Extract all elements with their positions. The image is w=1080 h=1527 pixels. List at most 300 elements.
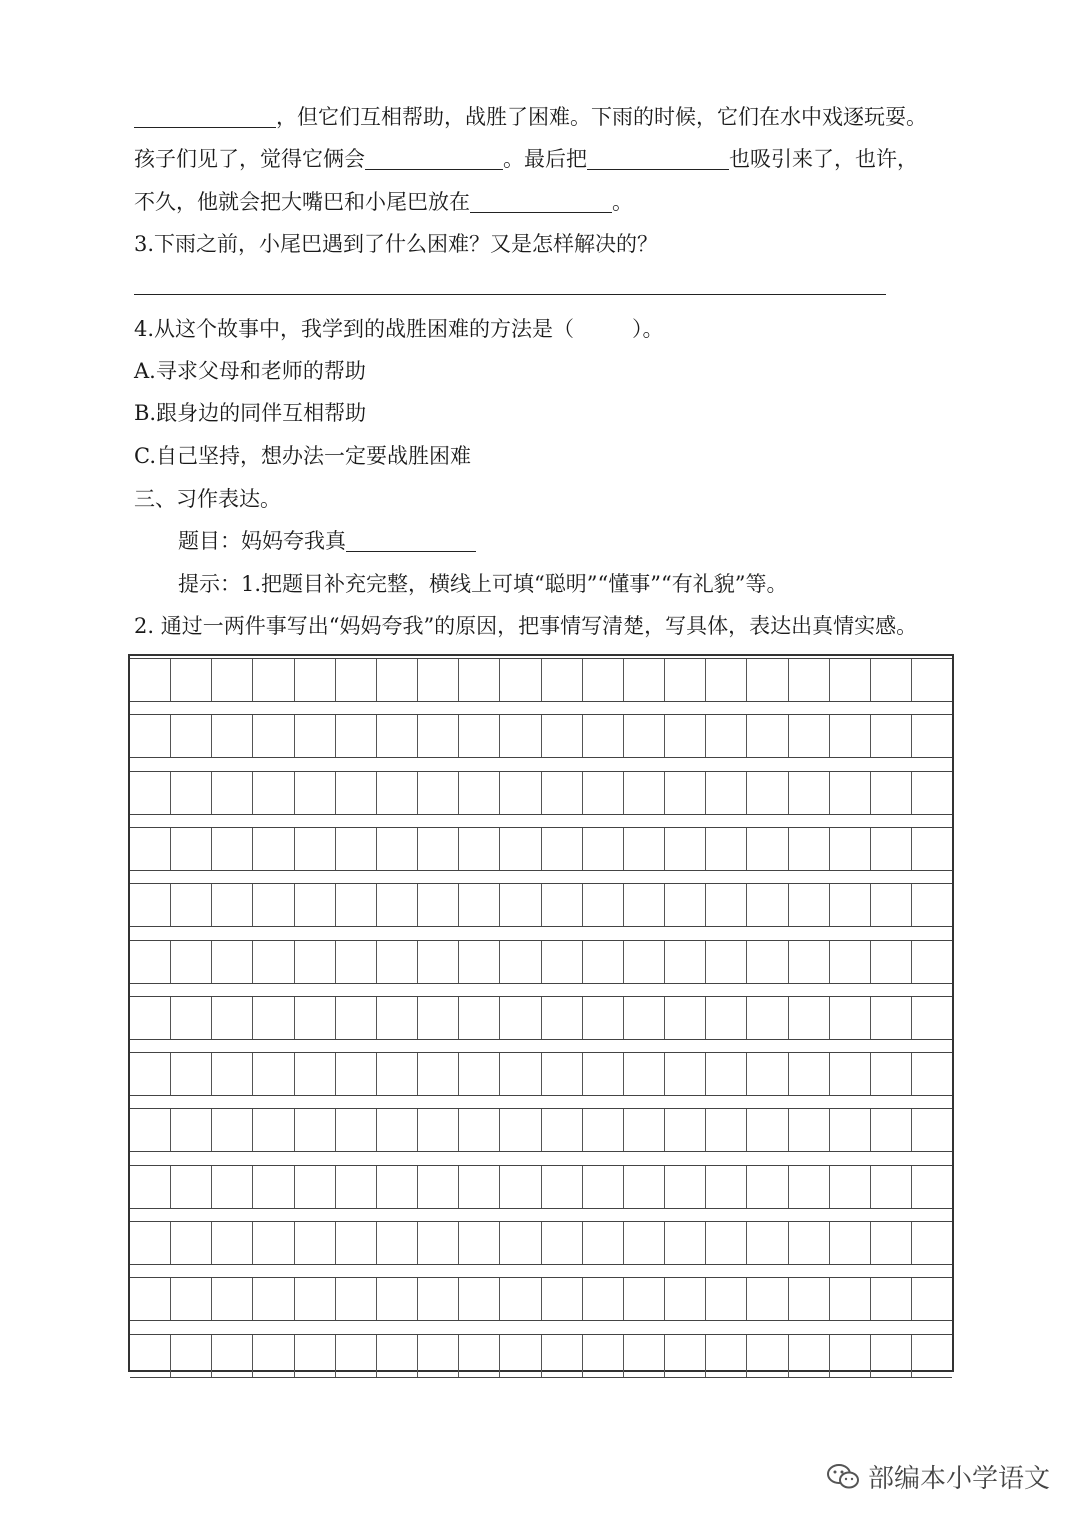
grid-cell[interactable]: [211, 1335, 252, 1377]
grid-cell[interactable]: [746, 1109, 787, 1151]
grid-cell[interactable]: [541, 1109, 582, 1151]
grid-cell[interactable]: [211, 772, 252, 814]
grid-cell[interactable]: [664, 884, 705, 926]
grid-cell[interactable]: [417, 715, 458, 757]
grid-cell[interactable]: [335, 1335, 376, 1377]
grid-row: [130, 714, 952, 758]
grid-cell[interactable]: [541, 1053, 582, 1095]
grid-cell[interactable]: [705, 1109, 746, 1151]
grid-cell[interactable]: [870, 1166, 911, 1208]
grid-cell[interactable]: [170, 1335, 211, 1377]
grid-cell[interactable]: [294, 1335, 335, 1377]
grid-cell[interactable]: [170, 884, 211, 926]
grid-row: [130, 1165, 952, 1209]
grid-cell[interactable]: [870, 884, 911, 926]
grid-cell[interactable]: [294, 1053, 335, 1095]
grid-cell[interactable]: [458, 1166, 499, 1208]
grid-row: [130, 1277, 952, 1321]
option-a: A.寻求父母和老师的帮助: [134, 359, 366, 383]
grid-cell[interactable]: [458, 997, 499, 1039]
grid-cell[interactable]: [664, 772, 705, 814]
grid-cell[interactable]: [705, 715, 746, 757]
grid-cell[interactable]: [664, 1166, 705, 1208]
grid-cell[interactable]: [911, 1109, 952, 1151]
grid-cell[interactable]: [664, 659, 705, 701]
grid-cell[interactable]: [788, 1222, 829, 1264]
grid-cell[interactable]: [582, 997, 623, 1039]
grid-cell[interactable]: [252, 1166, 293, 1208]
grid-cell[interactable]: [705, 828, 746, 870]
grid-cell[interactable]: [870, 659, 911, 701]
grid-cell[interactable]: [499, 1053, 540, 1095]
section-heading: 三、习作表达。: [134, 487, 281, 511]
grid-cell[interactable]: [376, 1166, 417, 1208]
fill-blank[interactable]: [470, 190, 612, 213]
grid-cell[interactable]: [746, 828, 787, 870]
grid-cell[interactable]: [335, 772, 376, 814]
grid-cell[interactable]: [294, 1166, 335, 1208]
grid-cell[interactable]: [829, 997, 870, 1039]
grid-cell[interactable]: [664, 1053, 705, 1095]
grid-cell[interactable]: [911, 715, 952, 757]
grid-cell[interactable]: [705, 1166, 746, 1208]
grid-cell[interactable]: [499, 828, 540, 870]
grid-cell[interactable]: [170, 1053, 211, 1095]
grid-cell[interactable]: [911, 1278, 952, 1320]
grid-cell[interactable]: [211, 884, 252, 926]
grid-cell[interactable]: [829, 941, 870, 983]
passage-text: ，但它们互相帮助，战胜了困难。下雨的时候，它们在水中戏逐玩耍。: [276, 105, 927, 129]
grid-cell[interactable]: [294, 828, 335, 870]
grid-cell[interactable]: [582, 884, 623, 926]
grid-cell[interactable]: [294, 997, 335, 1039]
hint-line: 提示：1.把题目补充完整，横线上可填“聪明”“懂事”“有礼貌”等。: [178, 572, 788, 596]
fill-blank[interactable]: [134, 105, 276, 128]
grid-cell[interactable]: [417, 1335, 458, 1377]
grid-cell[interactable]: [788, 1278, 829, 1320]
grid-cell[interactable]: [211, 941, 252, 983]
wechat-icon: [826, 1463, 860, 1491]
grid-row: [130, 1334, 952, 1378]
grid-row: [130, 658, 952, 702]
grid-cell[interactable]: [664, 1222, 705, 1264]
grid-cell[interactable]: [911, 659, 952, 701]
grid-cell[interactable]: [335, 828, 376, 870]
grid-cell[interactable]: [417, 941, 458, 983]
grid-cell[interactable]: [335, 997, 376, 1039]
grid-cell[interactable]: [623, 1109, 664, 1151]
grid-cell[interactable]: [829, 659, 870, 701]
passage-line-2: [134, 144, 918, 174]
grid-cell[interactable]: [458, 1109, 499, 1151]
grid-cell[interactable]: [417, 828, 458, 870]
question-3: 3.下雨之前，小尾巴遇到了什么困难？又是怎样解决的？: [134, 232, 659, 256]
grid-cell[interactable]: [664, 1335, 705, 1377]
grid-cell[interactable]: [335, 941, 376, 983]
grid-cell[interactable]: [541, 1166, 582, 1208]
grid-cell[interactable]: [664, 715, 705, 757]
grid-cell[interactable]: [417, 659, 458, 701]
grid-cell[interactable]: [294, 1109, 335, 1151]
grid-cell[interactable]: [582, 941, 623, 983]
grid-cell[interactable]: [458, 715, 499, 757]
grid-cell[interactable]: [829, 1053, 870, 1095]
grid-cell[interactable]: [623, 715, 664, 757]
watermark-text: 部编本小学语文: [867, 1464, 1050, 1494]
grid-cell[interactable]: [211, 1222, 252, 1264]
option-b: B.跟身边的同伴互相帮助: [134, 401, 367, 425]
grid-cell[interactable]: [335, 884, 376, 926]
grid-cell[interactable]: [788, 997, 829, 1039]
grid-cell[interactable]: [130, 997, 170, 1039]
grid-cell[interactable]: [705, 1222, 746, 1264]
grid-row: [130, 827, 952, 871]
grid-cell[interactable]: [170, 659, 211, 701]
grid-cell[interactable]: [746, 997, 787, 1039]
grid-cell[interactable]: [417, 1278, 458, 1320]
grid-cell[interactable]: [335, 1053, 376, 1095]
passage-line-1: [134, 102, 927, 132]
grid-cell[interactable]: [829, 1278, 870, 1320]
grid-cell[interactable]: [458, 828, 499, 870]
option-c: C.自己坚持，想办法一定要战胜困难: [134, 444, 471, 468]
grid-cell[interactable]: [170, 715, 211, 757]
fill-blank[interactable]: [587, 147, 729, 170]
grid-cell[interactable]: [870, 941, 911, 983]
topic-blank[interactable]: [346, 529, 476, 552]
grid-cell[interactable]: [376, 1109, 417, 1151]
grid-cell[interactable]: [130, 659, 170, 701]
grid-cell[interactable]: [211, 715, 252, 757]
grid-cell[interactable]: [417, 1053, 458, 1095]
grid-cell[interactable]: [829, 884, 870, 926]
grid-cell[interactable]: [541, 941, 582, 983]
grid-cell[interactable]: [870, 1278, 911, 1320]
fill-blank[interactable]: [365, 147, 503, 170]
grid-cell[interactable]: [705, 772, 746, 814]
passage-text: 孩子们见了，觉得它俩会: [134, 147, 365, 171]
grid-cell[interactable]: [911, 1053, 952, 1095]
grid-cell[interactable]: [788, 828, 829, 870]
grid-cell[interactable]: [623, 1335, 664, 1377]
grid-cell[interactable]: [623, 997, 664, 1039]
grid-cell[interactable]: [541, 659, 582, 701]
grid-cell[interactable]: [623, 1278, 664, 1320]
grid-row: [130, 1221, 952, 1265]
grid-cell[interactable]: [623, 1222, 664, 1264]
grid-cell[interactable]: [211, 1053, 252, 1095]
grid-cell[interactable]: [499, 1335, 540, 1377]
grid-cell[interactable]: [746, 1335, 787, 1377]
grid-cell[interactable]: [376, 715, 417, 757]
grid-cell[interactable]: [417, 1222, 458, 1264]
grid-cell[interactable]: [130, 715, 170, 757]
grid-cell[interactable]: [829, 772, 870, 814]
grid-cell[interactable]: [252, 1053, 293, 1095]
grid-cell[interactable]: [788, 1335, 829, 1377]
grid-cell[interactable]: [376, 997, 417, 1039]
question-4: [134, 314, 664, 344]
grid-cell[interactable]: [623, 1166, 664, 1208]
grid-cell[interactable]: [788, 1109, 829, 1151]
grid-cell[interactable]: [911, 1166, 952, 1208]
grid-cell[interactable]: [458, 659, 499, 701]
hint-line-2: 2. 通过一两件事写出“妈妈夸我”的原因，把事情写清楚，写具体，表达出真情实感。: [134, 614, 918, 638]
grid-cell[interactable]: [705, 884, 746, 926]
passage-text: 不久，他就会把大嘴巴和小尾巴放在: [134, 190, 470, 214]
grid-cell[interactable]: [499, 1109, 540, 1151]
grid-cell[interactable]: [376, 1053, 417, 1095]
grid-cell[interactable]: [623, 772, 664, 814]
grid-cell[interactable]: [499, 1222, 540, 1264]
grid-cell[interactable]: [417, 772, 458, 814]
grid-cell[interactable]: [746, 941, 787, 983]
grid-cell[interactable]: [541, 997, 582, 1039]
grid-cell[interactable]: [746, 715, 787, 757]
grid-cell[interactable]: [788, 772, 829, 814]
grid-cell[interactable]: [458, 1222, 499, 1264]
grid-row: [130, 771, 952, 815]
grid-cell[interactable]: [294, 772, 335, 814]
writing-grid[interactable]: [128, 654, 954, 1372]
grid-cell[interactable]: [870, 772, 911, 814]
grid-cell[interactable]: [335, 1222, 376, 1264]
grid-cell[interactable]: [829, 1222, 870, 1264]
grid-cell[interactable]: [499, 772, 540, 814]
grid-cell[interactable]: [170, 1166, 211, 1208]
grid-cell[interactable]: [252, 941, 293, 983]
grid-cell[interactable]: [870, 997, 911, 1039]
grid-cell[interactable]: [870, 1222, 911, 1264]
grid-cell[interactable]: [376, 1335, 417, 1377]
grid-cell[interactable]: [294, 1222, 335, 1264]
grid-cell[interactable]: [376, 828, 417, 870]
grid-cell[interactable]: [294, 1278, 335, 1320]
grid-cell[interactable]: [252, 884, 293, 926]
grid-cell[interactable]: [705, 1053, 746, 1095]
grid-cell[interactable]: [376, 659, 417, 701]
grid-cell[interactable]: [911, 1222, 952, 1264]
grid-cell[interactable]: [582, 715, 623, 757]
grid-cell[interactable]: [829, 1335, 870, 1377]
grid-cell[interactable]: [499, 997, 540, 1039]
grid-cell[interactable]: [541, 715, 582, 757]
grid-cell[interactable]: [499, 659, 540, 701]
grid-cell[interactable]: [211, 1166, 252, 1208]
grid-cell[interactable]: [252, 715, 293, 757]
grid-cell[interactable]: [541, 1278, 582, 1320]
grid-cell[interactable]: [458, 941, 499, 983]
grid-cell[interactable]: [335, 715, 376, 757]
grid-cell[interactable]: [211, 1278, 252, 1320]
grid-cell[interactable]: [211, 659, 252, 701]
passage-text: 。: [612, 190, 633, 214]
grid-cell[interactable]: [582, 1053, 623, 1095]
grid-cell[interactable]: [211, 1109, 252, 1151]
grid-cell[interactable]: [541, 884, 582, 926]
grid-cell[interactable]: [211, 997, 252, 1039]
grid-cell[interactable]: [294, 941, 335, 983]
grid-cell[interactable]: [252, 1335, 293, 1377]
grid-cell[interactable]: [582, 1335, 623, 1377]
grid-cell[interactable]: [211, 828, 252, 870]
grid-cell[interactable]: [541, 772, 582, 814]
grid-cell[interactable]: [623, 828, 664, 870]
grid-cell[interactable]: [335, 1166, 376, 1208]
grid-cell[interactable]: [541, 1335, 582, 1377]
grid-cell[interactable]: [582, 1166, 623, 1208]
grid-cell[interactable]: [911, 828, 952, 870]
grid-cell[interactable]: [458, 884, 499, 926]
grid-cell[interactable]: [170, 1222, 211, 1264]
grid-cell[interactable]: [788, 659, 829, 701]
grid-cell[interactable]: [623, 1053, 664, 1095]
grid-cell[interactable]: [458, 772, 499, 814]
grid-cell[interactable]: [664, 1278, 705, 1320]
grid-cell[interactable]: [170, 1109, 211, 1151]
grid-cell[interactable]: [376, 1222, 417, 1264]
grid-cell[interactable]: [541, 1222, 582, 1264]
grid-cell[interactable]: [130, 1109, 170, 1151]
grid-cell[interactable]: [335, 1278, 376, 1320]
grid-cell[interactable]: [335, 659, 376, 701]
grid-cell[interactable]: [705, 659, 746, 701]
grid-cell[interactable]: [499, 884, 540, 926]
grid-cell[interactable]: [664, 997, 705, 1039]
grid-cell[interactable]: [170, 772, 211, 814]
grid-cell[interactable]: [130, 1335, 170, 1377]
grid-cell[interactable]: [746, 1222, 787, 1264]
grid-cell[interactable]: [705, 941, 746, 983]
grid-cell[interactable]: [499, 1278, 540, 1320]
grid-cell[interactable]: [130, 1166, 170, 1208]
grid-cell[interactable]: [788, 715, 829, 757]
grid-cell[interactable]: [130, 1053, 170, 1095]
grid-cell[interactable]: [829, 1166, 870, 1208]
grid-cell[interactable]: [130, 1222, 170, 1264]
grid-cell[interactable]: [170, 1278, 211, 1320]
grid-cell[interactable]: [499, 941, 540, 983]
grid-cell[interactable]: [294, 659, 335, 701]
grid-cell[interactable]: [376, 1278, 417, 1320]
grid-cell[interactable]: [829, 1109, 870, 1151]
topic-text: 题目：妈妈夸我真: [178, 529, 346, 553]
grid-cell[interactable]: [582, 828, 623, 870]
grid-cell[interactable]: [252, 828, 293, 870]
passage-text: 也吸引来了，也许，: [729, 147, 918, 171]
grid-cell[interactable]: [870, 1053, 911, 1095]
grid-cell[interactable]: [664, 828, 705, 870]
grid-cell[interactable]: [130, 828, 170, 870]
grid-cell[interactable]: [705, 1335, 746, 1377]
question-4-text: 4.从这个故事中，我学到的战胜困难的方法是（: [134, 317, 575, 341]
grid-row: [130, 996, 952, 1040]
grid-cell[interactable]: [252, 659, 293, 701]
grid-cell[interactable]: [911, 997, 952, 1039]
grid-cell[interactable]: [252, 1222, 293, 1264]
grid-cell[interactable]: [788, 884, 829, 926]
grid-cell[interactable]: [705, 1278, 746, 1320]
grid-cell[interactable]: [664, 1109, 705, 1151]
grid-cell[interactable]: [746, 884, 787, 926]
grid-cell[interactable]: [335, 1109, 376, 1151]
grid-cell[interactable]: [417, 1166, 458, 1208]
grid-cell[interactable]: [252, 772, 293, 814]
grid-cell[interactable]: [870, 1335, 911, 1377]
grid-cell[interactable]: [788, 941, 829, 983]
grid-cell[interactable]: [458, 1053, 499, 1095]
grid-cell[interactable]: [582, 1278, 623, 1320]
grid-cell[interactable]: [788, 1166, 829, 1208]
grid-cell[interactable]: [746, 659, 787, 701]
grid-cell[interactable]: [911, 941, 952, 983]
grid-row: [130, 1052, 952, 1096]
grid-row: [130, 940, 952, 984]
grid-cell[interactable]: [499, 715, 540, 757]
grid-row: [130, 1108, 952, 1152]
grid-cell[interactable]: [458, 1335, 499, 1377]
grid-cell[interactable]: [829, 715, 870, 757]
grid-cell[interactable]: [664, 941, 705, 983]
grid-cell[interactable]: [911, 1335, 952, 1377]
grid-cell[interactable]: [788, 1053, 829, 1095]
passage-text: 。最后把: [503, 147, 587, 171]
grid-cell[interactable]: [130, 884, 170, 926]
grid-cell[interactable]: [376, 772, 417, 814]
grid-cell[interactable]: [170, 941, 211, 983]
grid-cell[interactable]: [294, 715, 335, 757]
grid-cell[interactable]: [130, 941, 170, 983]
grid-cell[interactable]: [376, 884, 417, 926]
grid-cell[interactable]: [458, 1278, 499, 1320]
grid-cell[interactable]: [417, 997, 458, 1039]
grid-cell[interactable]: [252, 1278, 293, 1320]
grid-cell[interactable]: [582, 772, 623, 814]
grid-cell[interactable]: [582, 1109, 623, 1151]
grid-cell[interactable]: [911, 884, 952, 926]
grid-cell[interactable]: [417, 1109, 458, 1151]
grid-cell[interactable]: [870, 828, 911, 870]
grid-cell[interactable]: [870, 1109, 911, 1151]
grid-cell[interactable]: [252, 997, 293, 1039]
grid-cell[interactable]: [746, 1166, 787, 1208]
grid-cell[interactable]: [252, 1109, 293, 1151]
topic-line: [178, 526, 476, 556]
grid-cell[interactable]: [911, 772, 952, 814]
grid-cell[interactable]: [376, 941, 417, 983]
grid-cell[interactable]: [582, 659, 623, 701]
grid-cell[interactable]: [623, 941, 664, 983]
grid-cell[interactable]: [746, 772, 787, 814]
grid-cell[interactable]: [417, 884, 458, 926]
grid-cell[interactable]: [541, 828, 582, 870]
grid-cell[interactable]: [705, 997, 746, 1039]
grid-cell[interactable]: [170, 997, 211, 1039]
grid-cell[interactable]: [870, 715, 911, 757]
grid-cell[interactable]: [746, 1053, 787, 1095]
grid-cell[interactable]: [130, 1278, 170, 1320]
grid-cell[interactable]: [170, 828, 211, 870]
answer-line[interactable]: [134, 294, 886, 295]
grid-cell[interactable]: [623, 659, 664, 701]
grid-cell[interactable]: [499, 1166, 540, 1208]
grid-cell[interactable]: [829, 828, 870, 870]
grid-cell[interactable]: [582, 1222, 623, 1264]
grid-cell[interactable]: [294, 884, 335, 926]
grid-cell[interactable]: [746, 1278, 787, 1320]
grid-cell[interactable]: [623, 884, 664, 926]
grid-cell[interactable]: [130, 772, 170, 814]
